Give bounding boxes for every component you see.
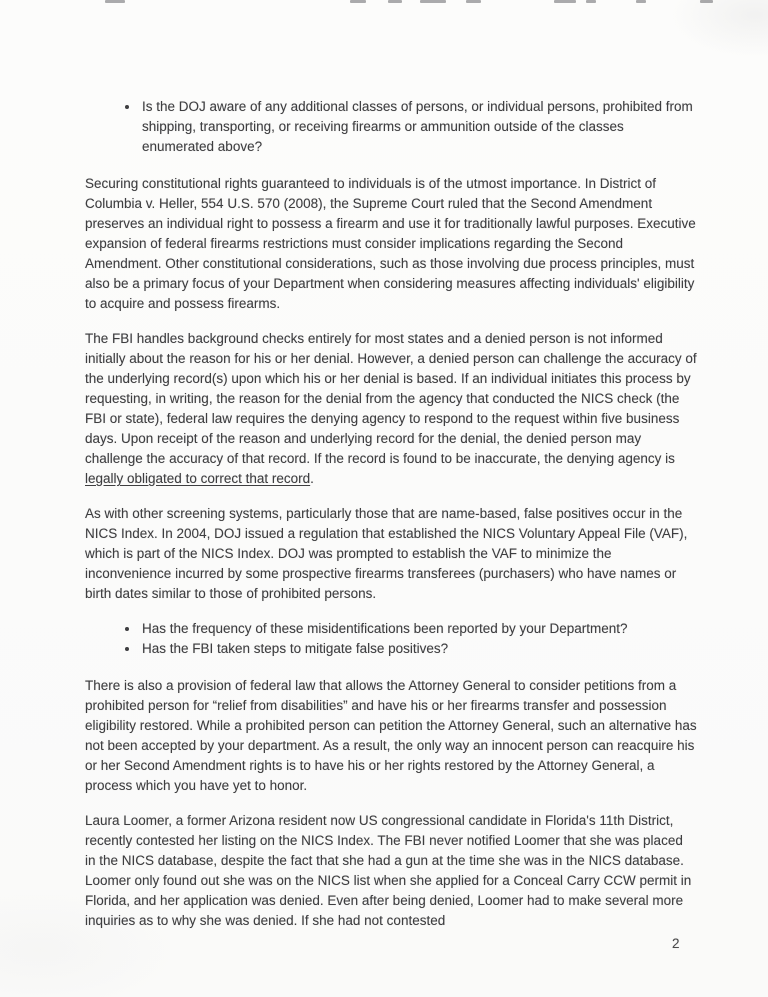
paragraph-fbi-text-after: .	[310, 471, 314, 486]
page-number: 2	[672, 936, 680, 951]
bullet-item-mitigate-false-positives: • Has the FBI taken steps to mitigate false positives?	[140, 639, 697, 659]
scan-edge-artifact	[636, 0, 646, 3]
bullet-list-top	[85, 97, 697, 157]
paragraph-fbi-text-before: The FBI handles background checks entirely for most states and a denied person is not informed initially about the reason for his or her denial. However, a denied person can challenge the accuracy of the underlying record(s) upon which his or her denial is based. If an individual initiates this process by requesting, in writing, the reason for the denial from the agency that conducted the NICS check (the FBI or state), federal law requires the denying agency to respond to the request within five business days. Upon receipt of the reason and underlying record for the denial, the denied person may challenge the accuracy of that record. If the record is found to be inaccurate, the denying agency is	[85, 331, 697, 466]
scan-edge-artifact	[350, 0, 366, 3]
paragraph-fbi-background-checks	[85, 329, 697, 489]
scan-edge-artifact	[586, 0, 596, 3]
scan-edge-artifact	[420, 0, 446, 3]
paragraph-laura-loomer: Laura Loomer, a former Arizona resident now US congressional candidate in Florida's 11th District, recently contested her listing on the NICS Index. The FBI never notified Loomer that she was placed in the NICS database, despite the fact that she had a gun at the time she was in the NICS database. Loomer only found out she was on the NICS list when she applied for a Conceal Carry CCW permit in Florida, and her application was denied. Even after being denied, Loomer had to make several more inquiries as to why she was denied. If she had not contested	[85, 813, 692, 928]
paragraph-relief-from-disabilities: There is also a provision of federal law that allows the Attorney General to consider petitions from a prohibited person for “relief from disabilities” and have his or her firearms transfer and possession eligibility restored. While a prohibited person can petition the Attorney General, such an alternative has not been accepted by your department. As a result, the only way an innocent person can reacquire his or her Second Amendment rights is to have his or her rights restored by the Attorney General, a process which you have yet to honor.	[85, 678, 697, 793]
page-content	[85, 97, 697, 946]
paragraph-false-positives-vaf: As with other screening systems, particularly those that are name-based, false positives occur in the NICS Index. In 2004, DOJ issued a regulation that established the NICS Voluntary Appeal File (VAF), which is part of the NICS Index. DOJ was prompted to establish the VAF to minimize the inconvenience incurred by some prospective firearms transferees (purchasers) who have names or birth dates similar to those of prohibited persons.	[85, 506, 688, 601]
scan-edge-artifact	[105, 0, 125, 3]
scan-edge-artifact	[466, 0, 481, 3]
bullet-item-doj-classes: • Is the DOJ aware of any additional classes of persons, or individual persons, prohibited from shipping, transporting, or receiving firearms or ammunition outside of the classes enumerated above?	[140, 97, 697, 157]
scan-edge-artifact	[388, 0, 402, 3]
bullet-item-misidentifications: • Has the frequency of these misidentifications been reported by your Department?	[140, 619, 697, 639]
paragraph-constitutional-rights: Securing constitutional rights guaranteed to individuals is of the utmost importance. In District of Columbia v. Heller, 554 U.S. 570 (2008), the Supreme Court ruled that the Second Amendment preserves an individual right to possess a firearm and use it for traditionally lawful purposes. Executive expansion of federal firearms restrictions must consider implications regarding the Second Amendment. Other constitutional considerations, such as those involving due process principles, must also be a primary focus of your Department when considering measures affecting individuals' eligibility to acquire and possess firearms.	[85, 176, 696, 311]
underlined-legally-obligated-text: legally obligated to correct that record	[85, 471, 311, 486]
scan-edge-artifact	[554, 0, 576, 3]
scan-edge-artifact	[700, 0, 713, 3]
bullet-list-questions	[85, 619, 697, 659]
